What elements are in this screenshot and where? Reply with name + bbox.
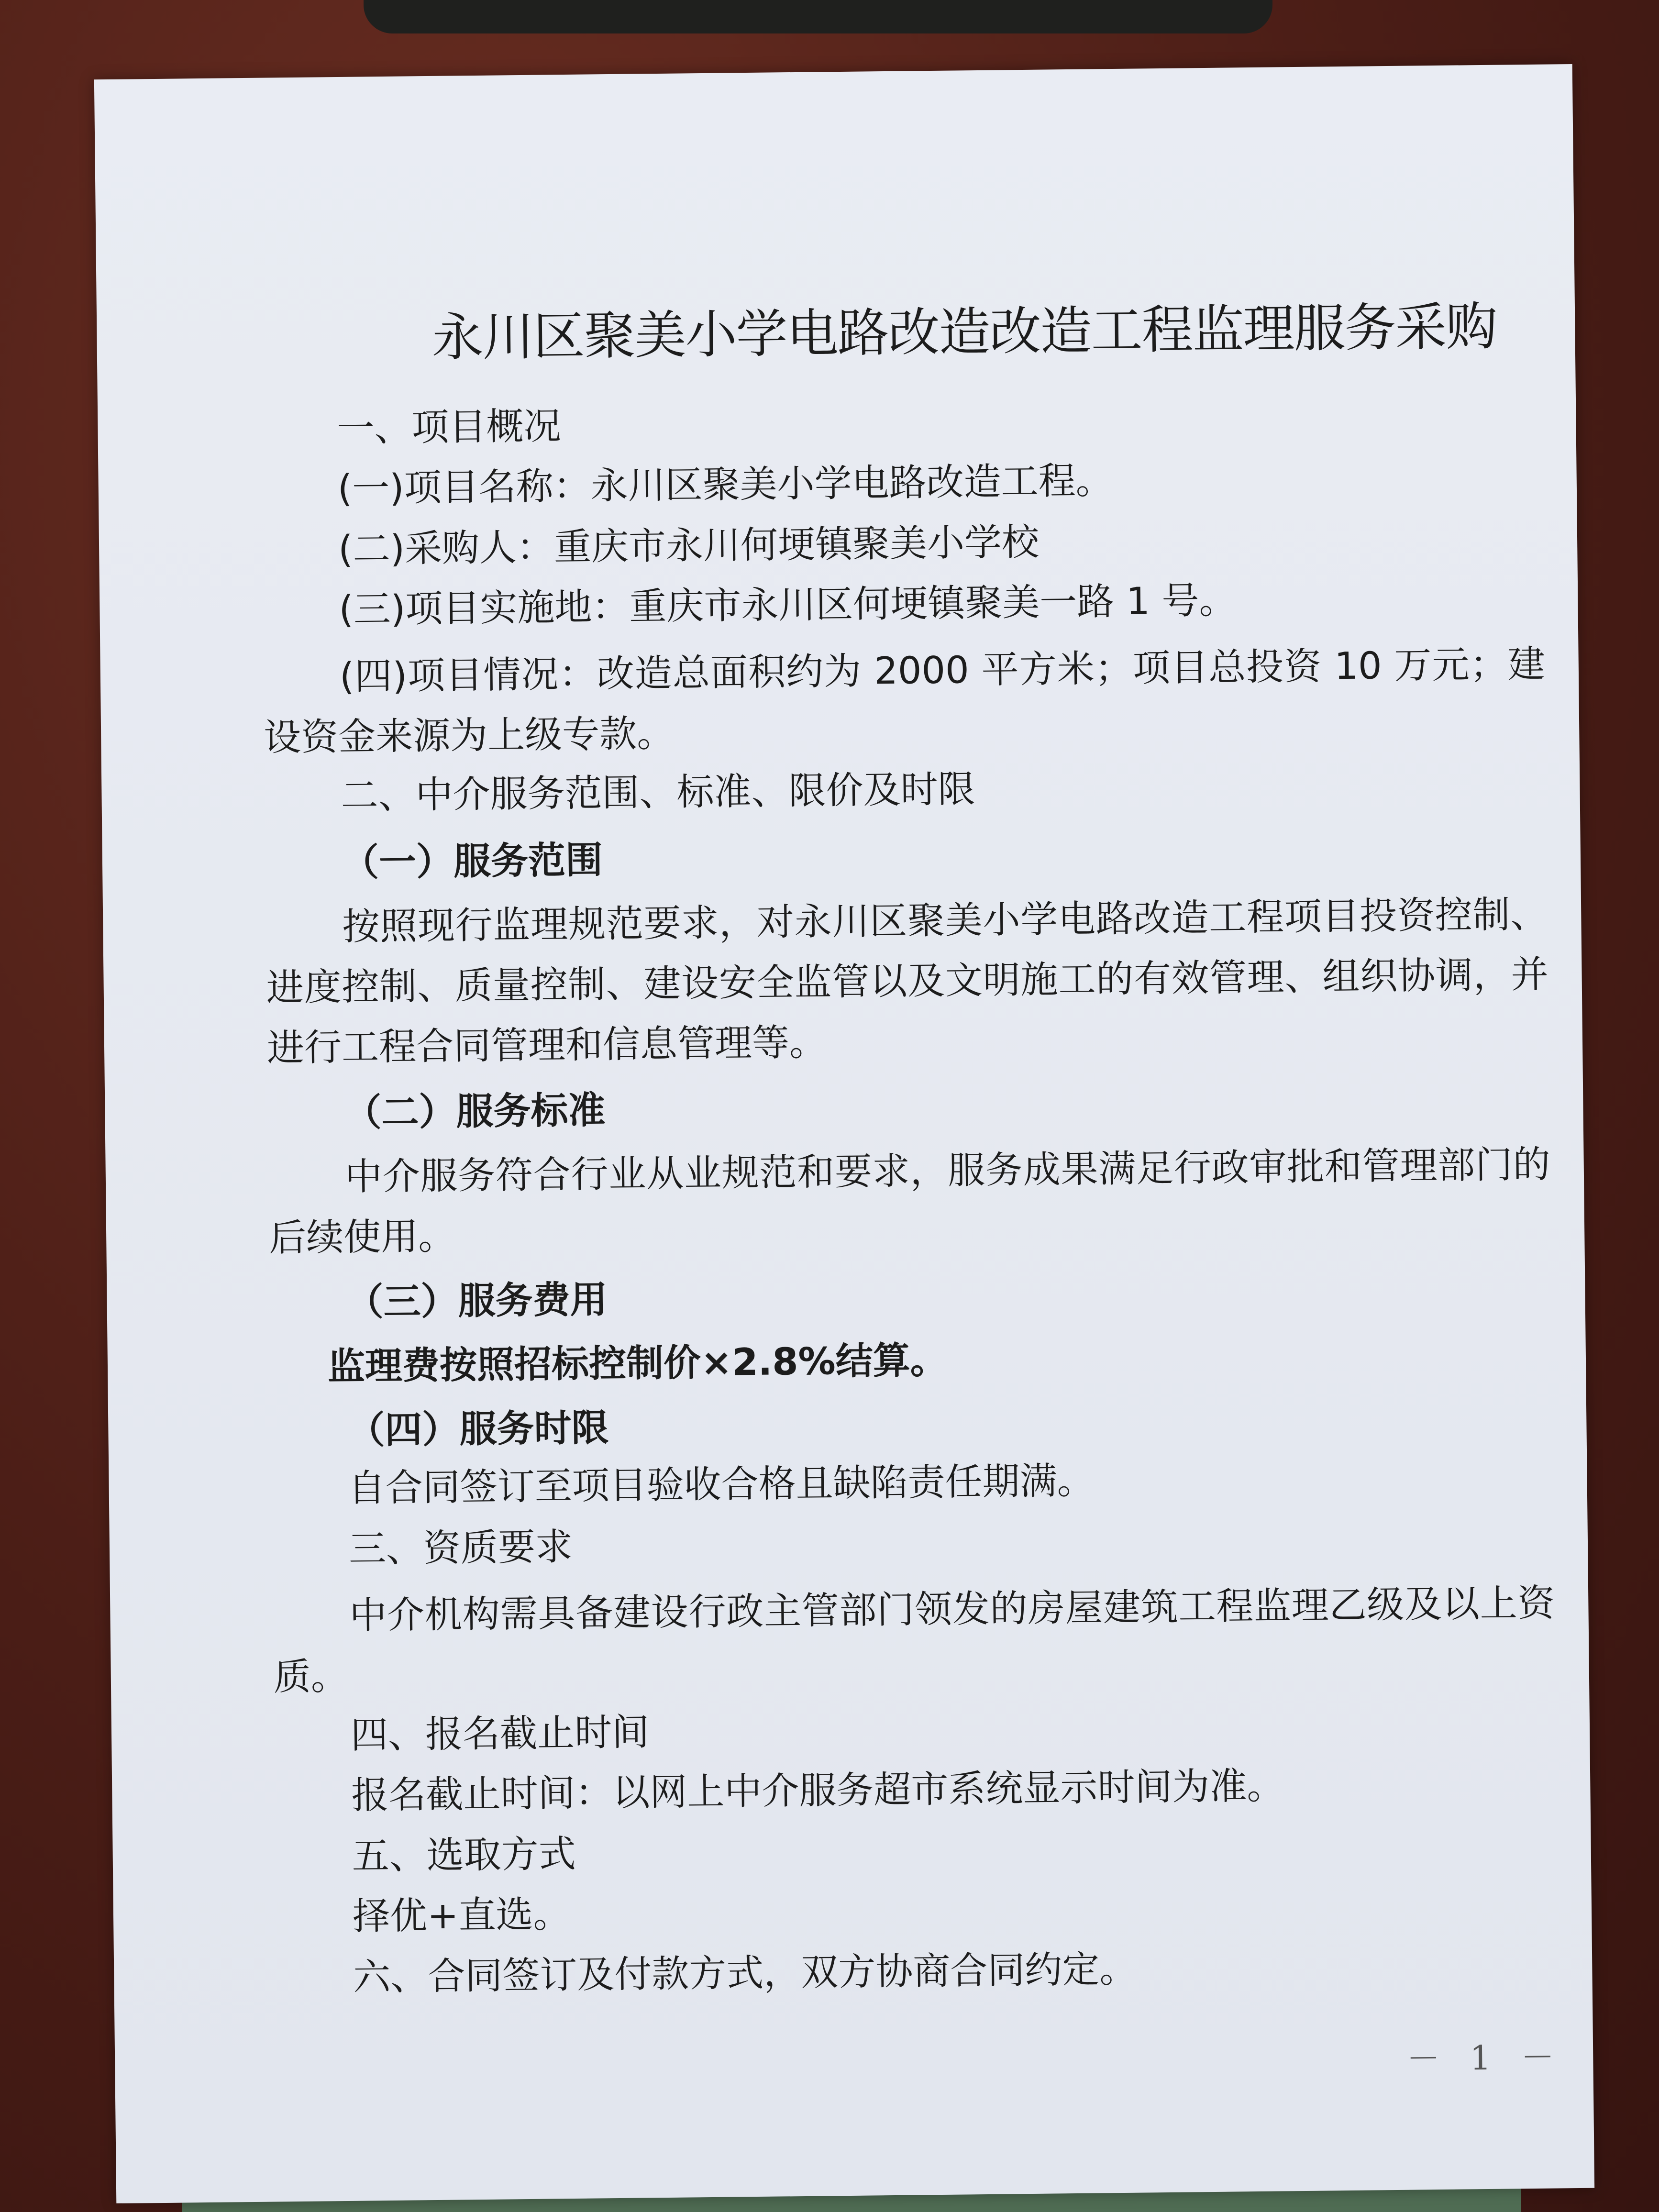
document-body [259,285,1559,2015]
subsection-heading: （四）服务时限 [347,1406,609,1453]
subsection-heading: （一）服务范围 [341,838,603,885]
service-scope-text: 按照现行监理规范要求，对永川区聚美小学电路改造工程项目投资控制、进度控制、质量控制、建设安全监管以及文明施工的有效管理、组织协调，并进行工程合同管理和信息管理等。 [266,893,1549,1071]
contract-payment-text: 六、合同签订及付款方式，双方协商合同约定。 [353,1947,1137,1999]
subsection-heading: （三）服务费用 [346,1278,608,1325]
qualification-text: 中介机构需具备建设行政主管部门领发的房屋建筑工程监理乙级及以上资质。 [273,1582,1555,1699]
section-heading: 二、中介服务范围、标准、限价及时限 [341,768,975,818]
selection-method-text: 择优+直选。 [352,1893,571,1938]
section-heading: 三、资质要求 [348,1525,573,1571]
project-name: (一)项目名称：永川区聚美小学电路改造工程。 [337,459,1114,511]
document-page [94,64,1594,2203]
page-number: － 1 － [1406,2037,1564,2079]
section-heading: 四、报名截止时间 [350,1711,650,1757]
purchaser: (二)采购人：重庆市永川何埂镇聚美小学校 [338,520,1040,571]
subsection-heading: （二）服务标准 [344,1088,606,1135]
section-heading: 五、选取方式 [352,1832,576,1878]
service-period-text: 自合同签订至项目验收合格且缺陷责任期满。 [348,1460,1095,1511]
service-fee-text: 监理费按照招标控制价×2.8%结算。 [327,1339,948,1389]
document-title: 永川区聚美小学电路改造改造工程监理服务采购 [431,297,1497,368]
project-status: (四)项目情况：改造总面积约为 2000 平方米；项目总投资 10 万元；建设资金来源为上级专款。 [263,642,1546,760]
dark-object [364,0,1272,33]
section-heading: 一、项目概况 [337,405,561,451]
deadline-text: 报名截止时间：以网上中介服务超市系统显示时间为准。 [351,1764,1284,1818]
project-location: (三)项目实施地：重庆市永川区何埂镇聚美一路 1 号。 [339,579,1237,632]
service-standard-text: 中介服务符合行业从业规范和要求，服务成果满足行政审批和管理部门的后续使用。 [268,1143,1551,1260]
